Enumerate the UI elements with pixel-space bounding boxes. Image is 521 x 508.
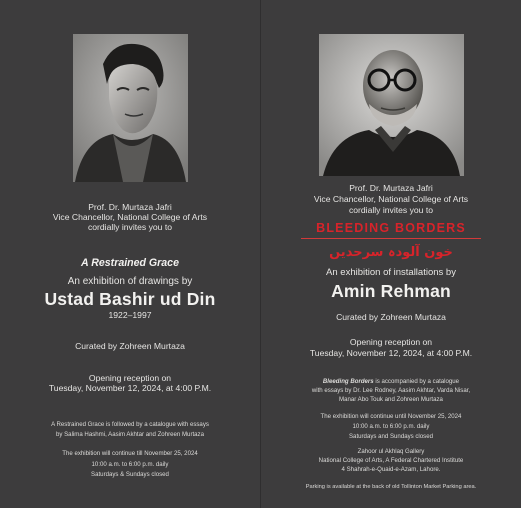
curator-credit: Curated by Zohreen Murtaza	[336, 312, 446, 322]
parking-note: Parking is available at the back of old Tollinton Market Parking area.	[305, 484, 477, 490]
venue-line-2: National College of Arts, A Federal Chartered Institute	[318, 457, 464, 464]
continue-line-2: 10:00 a.m. to 6:00 p.m. daily	[91, 461, 169, 468]
opening-date: Tuesday, November 12, 2024, at 4:00 P.M.	[48, 383, 212, 393]
left-panel	[0, 0, 260, 508]
continue-line-1: The exhibition will continue till November 25, 2024	[62, 450, 198, 457]
artist-name: Ustad Bashir ud Din	[44, 289, 216, 309]
artist-portrait-bashir	[73, 34, 188, 182]
catalogue-line-2: by Salima Hashmi, Aasim Akhtar and Zohreen Murtaza	[55, 431, 204, 438]
host-name: Prof. Dr. Murtaza Jafri	[349, 183, 433, 193]
venue-line-3: 4 Shahrah-e-Quaid-e-Azam, Lahore.	[341, 466, 441, 473]
host-name: Prof. Dr. Murtaza Jafri	[88, 202, 172, 212]
exhibition-subtitle: An exhibition of installations by	[326, 267, 456, 278]
exhibition-title: A Restrained Grace	[81, 257, 179, 269]
artist-portrait-amin	[319, 34, 464, 176]
catalogue-line-2: with essays by Dr. Lee Rodney, Aasim Akhtar, Varda Nisar,	[311, 387, 471, 394]
artist-name: Amin Rehman	[331, 281, 451, 301]
catalogue-line-3: Manar Abo Touk and Zohreen Murtaza	[339, 396, 443, 403]
host-title: Vice Chancellor, National College of Arts	[52, 212, 208, 222]
title-underline	[301, 238, 481, 239]
exhibition-title: BLEEDING BORDERS	[316, 221, 466, 235]
curator-credit: Curated by Zohreen Murtaza	[75, 341, 185, 351]
opening-date: Tuesday, November 12, 2024, at 4:00 P.M.	[309, 348, 473, 358]
catalogue-title: Bleeding Borders	[322, 378, 374, 385]
urdu-title: خون آلودہ سرحدیں	[329, 245, 453, 260]
host-invite: cordially invites you to	[348, 205, 434, 215]
continue-line-3: Saturdays and Sundays closed	[348, 433, 433, 440]
catalogue-line-1-rest: is accompanied by a catalogue	[373, 378, 460, 385]
continue-line-3: Saturdays & Sundays closed	[91, 471, 169, 478]
opening-label: Opening reception on	[349, 337, 433, 347]
catalogue-line-1: A Restrained Grace is followed by a catalogue with essays	[51, 421, 209, 428]
right-panel	[261, 0, 521, 508]
continue-line-2: 10:00 a.m. to 6:00 p.m. daily	[352, 423, 430, 430]
catalogue-line-1	[261, 377, 521, 386]
host-invite: cordially invites you to	[87, 222, 173, 232]
venue-line-1: Zahoor ul Akhlaq Gallery	[357, 448, 425, 455]
host-title: Vice Chancellor, National College of Arts	[313, 194, 469, 204]
artist-years: 1922–1997	[108, 310, 152, 320]
opening-label: Opening reception on	[88, 373, 172, 383]
continue-line-1: The exhibition will continue until November 25, 2024	[320, 413, 462, 420]
exhibition-subtitle: An exhibition of drawings by	[67, 276, 193, 287]
